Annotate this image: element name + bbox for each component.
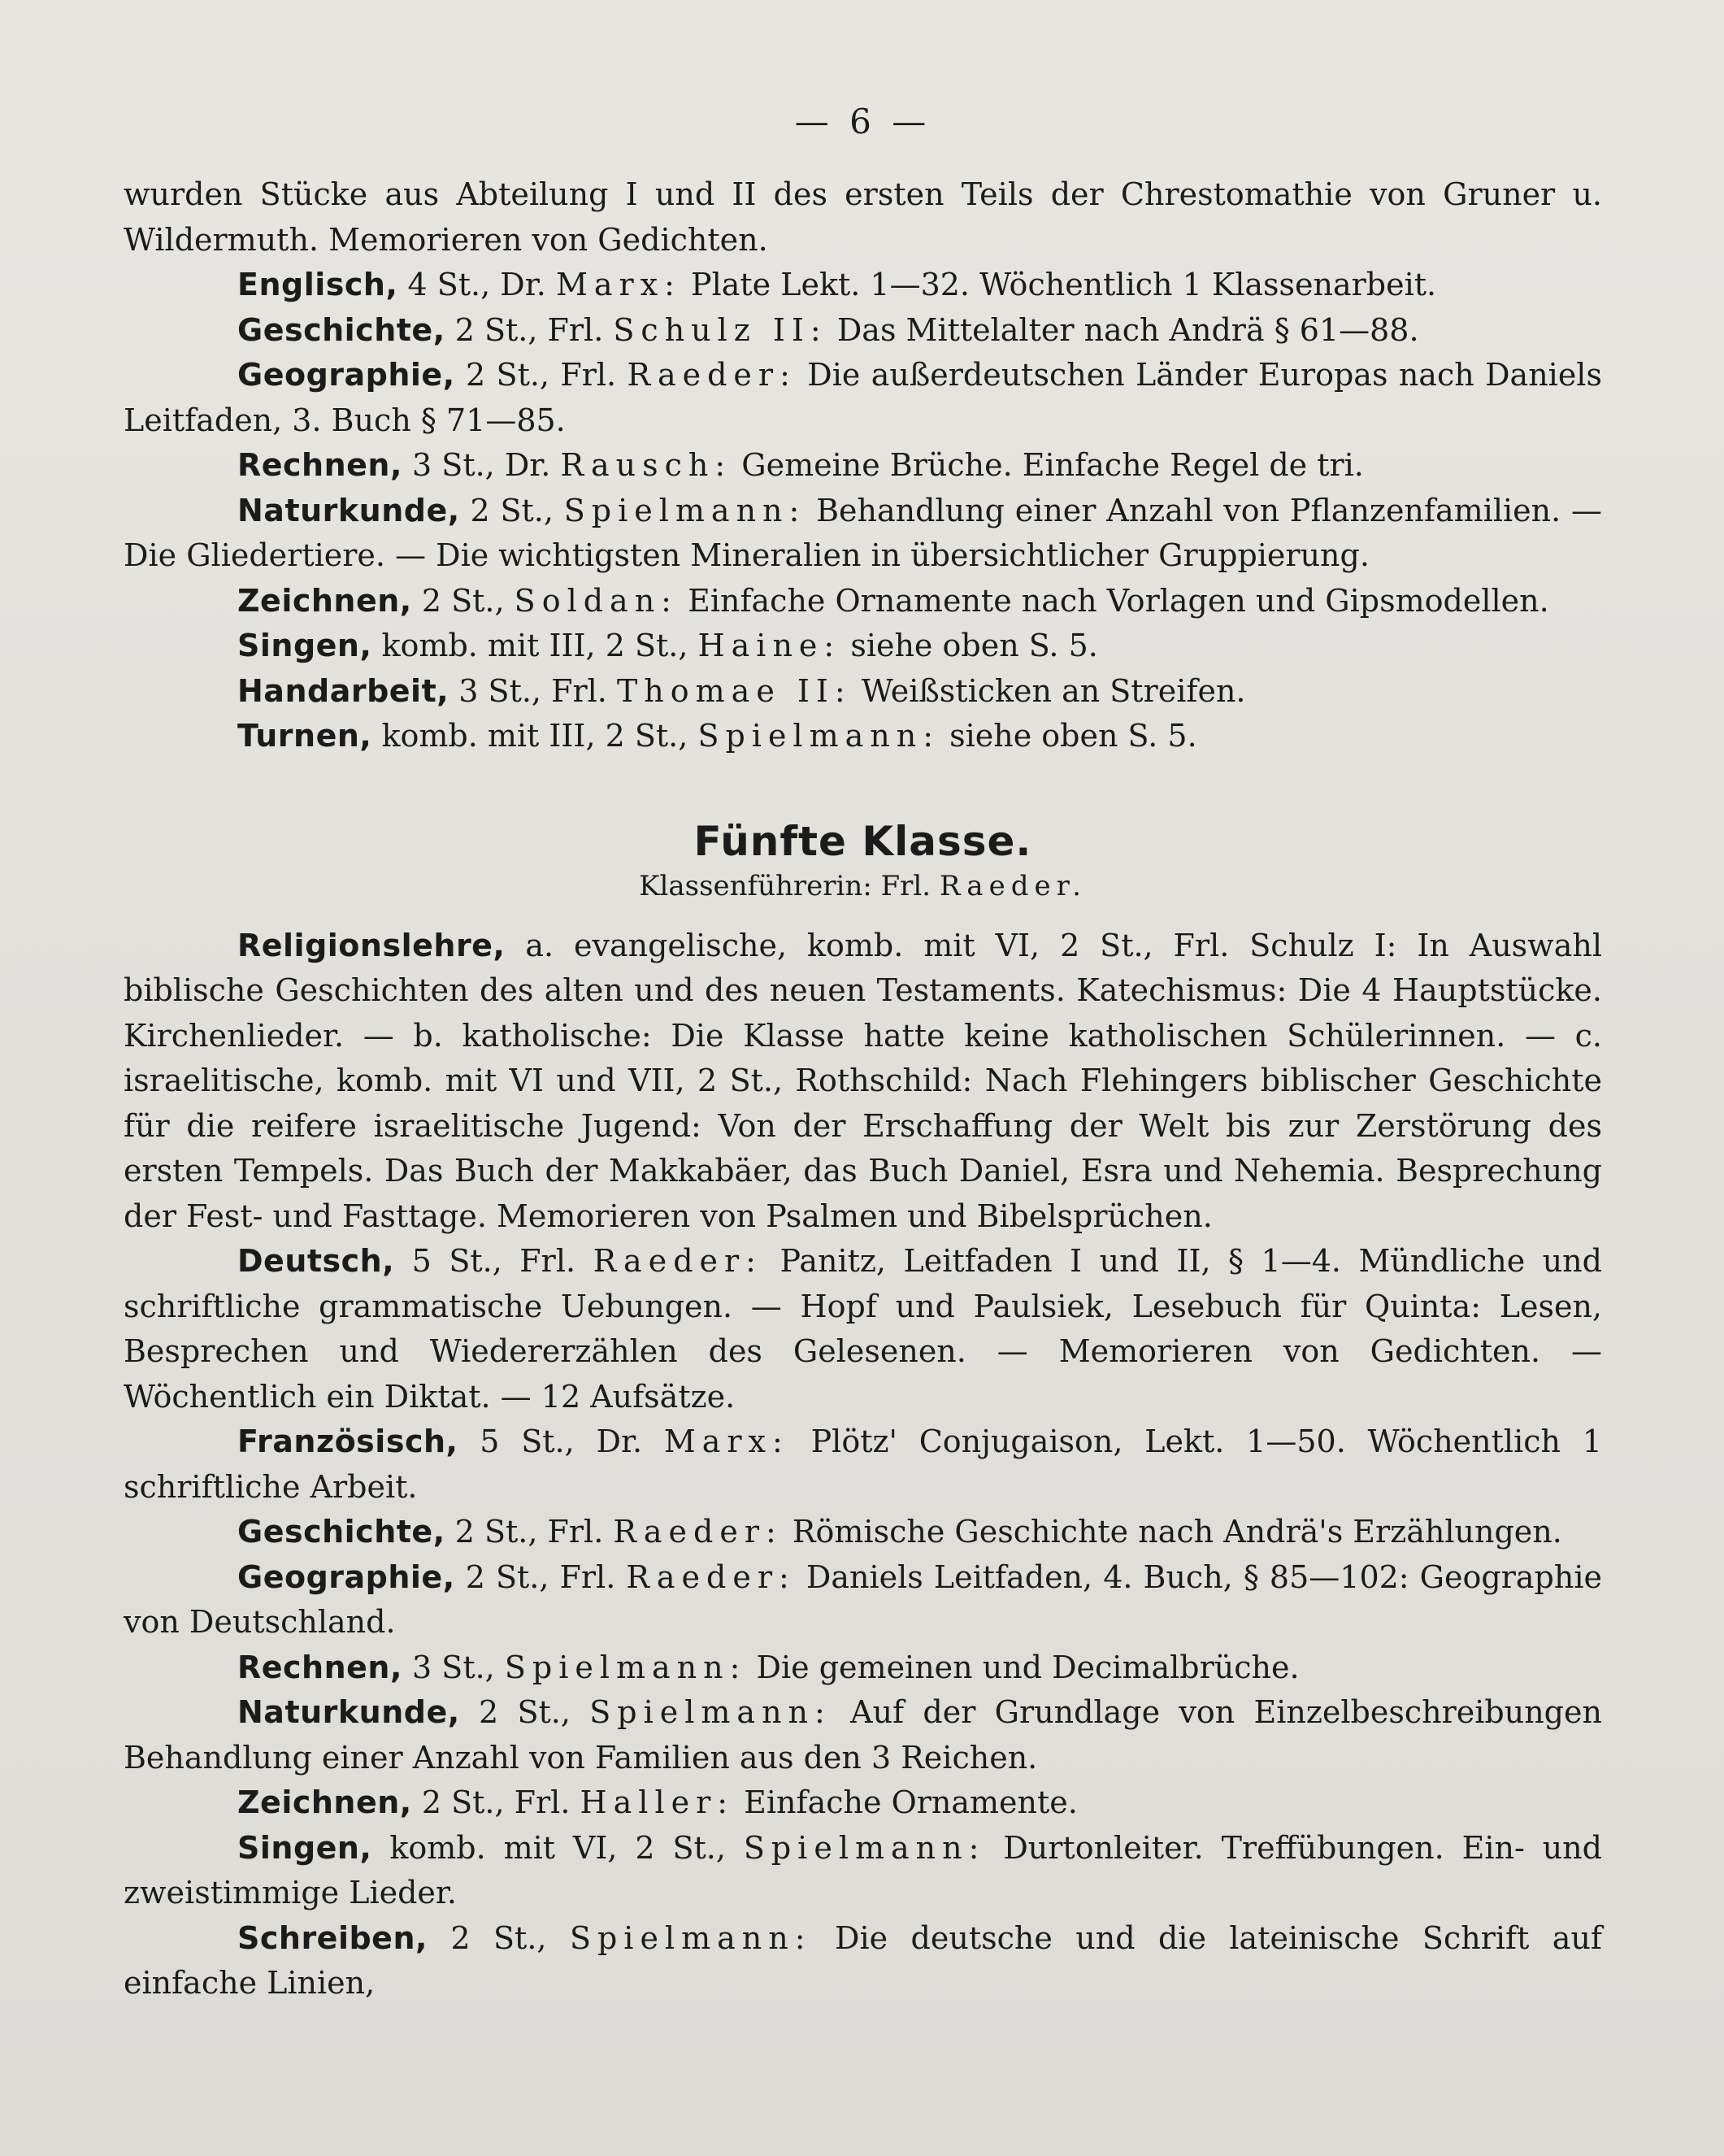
teacher-name: Marx:	[555, 267, 681, 302]
subject-paragraph-french	[124, 1419, 1602, 1510]
teacher-name: Raeder:	[613, 1514, 783, 1550]
subject-heading: Religionslehre,	[237, 927, 506, 963]
subject-heading: Englisch,	[237, 267, 398, 302]
hours: 2 St.,	[421, 582, 505, 619]
paragraph-text: Einfache Ornamente.	[744, 1784, 1078, 1820]
paragraph-text: Auf der Grundlage von Einzelbeschreibungen Behandlung einer Anzahl von Familien aus den 3 Reichen.	[124, 1694, 1602, 1776]
subject-paragraph-singing	[124, 624, 1602, 669]
hours: 2 St.,	[450, 1919, 547, 1956]
subject-heading: Geographie,	[237, 1558, 455, 1595]
subject-paragraph-natural-science	[124, 489, 1602, 579]
paragraph-text: a. evangelische, komb. mit VI, 2 St., Frl. Schulz I: In Auswahl biblische Geschichten des alten und des neuen Testaments. Katechismus: Die 4 Hauptstücke. Kirchenlieder. — b. katholische: Die Klasse hatte keine katholischen Schülerinnen. — c. israelitische, komb. mit VI und VII, 2 St., Rothschild: Nach Flehingers biblischer Geschichte für die reifere israelitische Jugend: Von der Erschaffung der Welt bis zur Zerstörung des ersten Tempels. Das Buch der Makkabäer, das Buch Daniel, Esra und Nehemia. Besprechung der Fest- und Fasttage. Memorieren von Psalmen und Bibelsprüchen.	[124, 927, 1602, 1234]
subject-heading: Deutsch,	[237, 1243, 395, 1279]
subject-paragraph-needlework	[124, 669, 1602, 715]
hours: 2 St., Frl.	[421, 1784, 571, 1820]
hours: 2 St., Frl.	[454, 1514, 604, 1550]
teacher-name: Raeder:	[627, 357, 797, 393]
paragraph-text: Die außerdeutschen Länder Europas nach Daniels Leitfaden, 3. Buch § 71—85.	[124, 357, 1602, 438]
hours: 2 St.,	[605, 718, 688, 754]
subject-heading: Zeichnen,	[237, 582, 412, 619]
subject-paragraph-arithmetic	[124, 443, 1602, 489]
section-fifth-class	[124, 818, 1602, 2006]
subject-heading: Singen,	[237, 628, 372, 663]
paragraph-text: Weißsticken an Streifen.	[861, 672, 1246, 709]
hours: 2 St., Frl.	[454, 311, 604, 348]
subject-heading: Geschichte,	[237, 1514, 445, 1550]
paragraph-text: Plötz' Conjugaison, Lekt. 1—50. Wöchentlich 1 schriftliche Arbeit.	[124, 1424, 1602, 1505]
paragraph-text: Die deutsche und die lateinische Schrift auf einfache Linien,	[124, 1919, 1602, 2001]
paragraph-text: Gemeine Brüche. Einfache Regel de tri.	[741, 447, 1364, 483]
subject-paragraph-drawing	[124, 579, 1602, 624]
hours: 2 St.,	[470, 492, 554, 528]
subject-paragraph-english	[124, 263, 1602, 308]
section-title: Fünfte Klasse.	[693, 817, 1032, 865]
paragraph-text: Das Mittelalter nach Andrä § 61—88.	[836, 311, 1419, 348]
paragraph-text: Die gemeinen und Decimalbrüche.	[756, 1649, 1300, 1685]
hours: 3 St.,	[412, 1649, 495, 1685]
paragraph-text: Panitz, Leitfaden I und II, § 1—4. Mündliche und schriftliche grammatische Uebungen. — Hopf und Paulsiek, Lesebuch für Quinta: Lesen, Besprechen und Wiedererzählen des Gelesenen. — Memorieren von Gedichten. — Wöchentlich ein Diktat. — 12 Aufsätze.	[124, 1243, 1602, 1415]
subject-heading: Turnen,	[237, 718, 372, 754]
paragraph-text: Plate Lekt. 1—32. Wöchentlich 1 Klassenarbeit.	[691, 267, 1437, 302]
subject-heading: Rechnen,	[237, 447, 402, 483]
subject-paragraph-arithmetic	[124, 1645, 1602, 1691]
paragraph-intro	[124, 172, 1602, 263]
teacher-name: Raeder:	[593, 1243, 762, 1279]
teacher-name: Haller:	[580, 1784, 735, 1820]
hours: 3 St., Frl.	[458, 672, 607, 709]
teacher-name: Raeder:	[626, 1558, 796, 1595]
teacher-name: Schulz II:	[613, 311, 827, 348]
subject-heading: Handarbeit,	[237, 672, 449, 709]
class-leader-label: Klassenführerin: Frl.	[639, 869, 931, 902]
teacher-name: Marx:	[663, 1424, 789, 1459]
combination: komb. mit III,	[381, 628, 596, 663]
combination: komb. mit VI,	[389, 1829, 618, 1866]
subject-paragraph-singing	[124, 1826, 1602, 1916]
hours: 2 St., Frl.	[466, 357, 617, 393]
hours: 2 St., Frl.	[465, 1558, 616, 1595]
paragraph-text: Durtonleiter. Treffübungen. Ein- und zweistimmige Lieder.	[124, 1829, 1602, 1910]
paragraph-text: Daniels Leitfaden, 4. Buch, § 85—102: Geographie von Deutschland.	[124, 1558, 1602, 1640]
class-leader-line	[124, 870, 1602, 902]
subject-heading: Geographie,	[237, 357, 455, 393]
subject-paragraph-geography	[124, 1555, 1602, 1645]
class-leader-name: Raeder.	[939, 869, 1087, 902]
subject-heading: Zeichnen,	[237, 1784, 412, 1820]
section-sixth-class-continued	[124, 172, 1602, 759]
teacher-name: Spielmann:	[563, 492, 806, 528]
subject-paragraph-drawing	[124, 1780, 1602, 1826]
paragraph-text: siehe oben S. 5.	[949, 718, 1197, 754]
teacher-name: Spielmann:	[743, 1829, 986, 1866]
subject-paragraph-german	[124, 1239, 1602, 1419]
subject-heading: Rechnen,	[237, 1649, 402, 1685]
subject-heading: Naturkunde,	[237, 492, 460, 528]
teacher-name: Haine:	[697, 628, 841, 663]
subject-heading: Geschichte,	[237, 311, 445, 348]
teacher-name: Spielmann:	[589, 1694, 832, 1730]
subject-paragraph-natural-science	[124, 1690, 1602, 1780]
subject-heading: Schreiben,	[237, 1919, 428, 1956]
hours: 2 St.,	[635, 1829, 726, 1866]
hours: 4 St., Dr.	[407, 267, 546, 302]
page-number: — 6 —	[794, 102, 931, 141]
subject-paragraph-history	[124, 308, 1602, 354]
teacher-name: Rausch:	[560, 447, 732, 483]
paragraph-text: Behandlung einer Anzahl von Pflanzenfamilien. — Die Gliedertiere. — Die wichtigsten Mineralien in übersichtlicher Gruppierung.	[124, 492, 1602, 573]
subject-heading: Naturkunde,	[237, 1694, 460, 1730]
hours: 5 St., Dr.	[480, 1424, 643, 1459]
paragraph-text: Römische Geschichte nach Andrä's Erzählungen.	[792, 1514, 1562, 1550]
subject-paragraph-gymnastics	[124, 714, 1602, 759]
hours: 2 St.,	[605, 628, 688, 663]
subject-paragraph-religion	[124, 924, 1602, 1240]
hours: 2 St.,	[479, 1694, 571, 1730]
subject-heading: Singen,	[237, 1829, 372, 1866]
teacher-name: Thomae II:	[616, 672, 852, 709]
subject-paragraph-geography	[124, 353, 1602, 443]
paragraph-text: Einfache Ornamente nach Vorlagen und Gipsmodellen.	[688, 582, 1549, 619]
subject-paragraph-history	[124, 1510, 1602, 1555]
teacher-name: Spielmann:	[504, 1649, 747, 1685]
paragraph-text: wurden Stücke aus Abteilung I und II des ersten Teils der Chrestomathie von Gruner u. Wildermuth. Memorieren von Gedichten.	[124, 176, 1602, 258]
hours: 3 St., Dr.	[412, 447, 551, 483]
hours: 5 St., Frl.	[411, 1243, 576, 1279]
teacher-name: Soldan:	[514, 582, 678, 619]
teacher-name: Spielmann:	[569, 1919, 812, 1956]
subject-heading: Französisch,	[237, 1424, 458, 1459]
combination: komb. mit III,	[381, 718, 596, 754]
subject-paragraph-writing	[124, 1916, 1602, 2006]
teacher-name: Spielmann:	[697, 718, 940, 754]
paragraph-text: siehe oben S. 5.	[850, 628, 1098, 663]
